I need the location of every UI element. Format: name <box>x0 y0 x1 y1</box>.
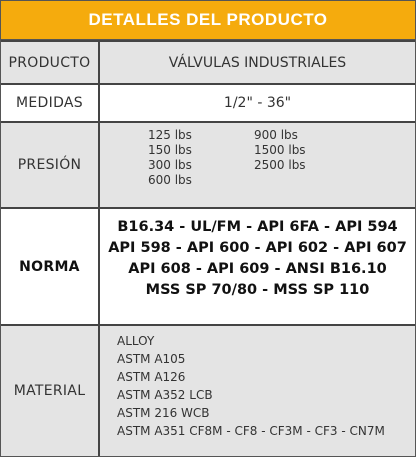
norma-value <box>100 209 415 324</box>
norma-line: API 598 - API 600 - API 602 - API 607 <box>108 240 407 256</box>
material-value <box>100 326 415 456</box>
row-producto <box>1 40 415 83</box>
row-material <box>1 324 415 456</box>
medidas-value: 1/2" - 36" <box>223 95 292 111</box>
material-item: ALLOY <box>117 334 155 348</box>
norma-line: API 608 - API 609 - ANSI B16.10 <box>128 261 387 277</box>
material-item: ASTM A126 <box>117 370 186 384</box>
presion-item: 300 lbs <box>148 158 192 172</box>
presion-item: 1500 lbs <box>254 143 306 157</box>
medidas-label: MEDIDAS <box>1 85 100 121</box>
presion-column-1 <box>148 128 192 188</box>
material-label: MATERIAL <box>1 326 100 456</box>
material-item: ASTM A105 <box>117 352 186 366</box>
presion-label: PRESIÓN <box>1 123 100 207</box>
presion-item: 900 lbs <box>254 128 298 142</box>
table-title: DETALLES DEL PRODUCTO <box>88 10 328 29</box>
row-medidas <box>1 83 415 121</box>
presion-item: 125 lbs <box>148 128 192 142</box>
table-header <box>1 1 415 40</box>
presion-item: 2500 lbs <box>254 158 306 172</box>
presion-item: 150 lbs <box>148 143 192 157</box>
material-item: ASTM 216 WCB <box>117 406 210 420</box>
presion-value <box>100 123 415 207</box>
norma-label: NORMA <box>1 209 100 324</box>
row-norma <box>1 207 415 324</box>
material-item: ASTM A352 LCB <box>117 388 213 402</box>
producto-value: VÁLVULAS INDUSTRIALES <box>168 54 347 71</box>
producto-label: PRODUCTO <box>1 42 100 83</box>
row-presion <box>1 121 415 207</box>
norma-line: B16.34 - UL/FM - API 6FA - API 594 <box>117 219 398 235</box>
material-item: ASTM A351 CF8M - CF8 - CF3M - CF3 - CN7M <box>117 424 385 438</box>
norma-line: MSS SP 70/80 - MSS SP 110 <box>145 282 370 298</box>
presion-column-2 <box>254 128 306 173</box>
presion-item: 600 lbs <box>148 173 192 187</box>
